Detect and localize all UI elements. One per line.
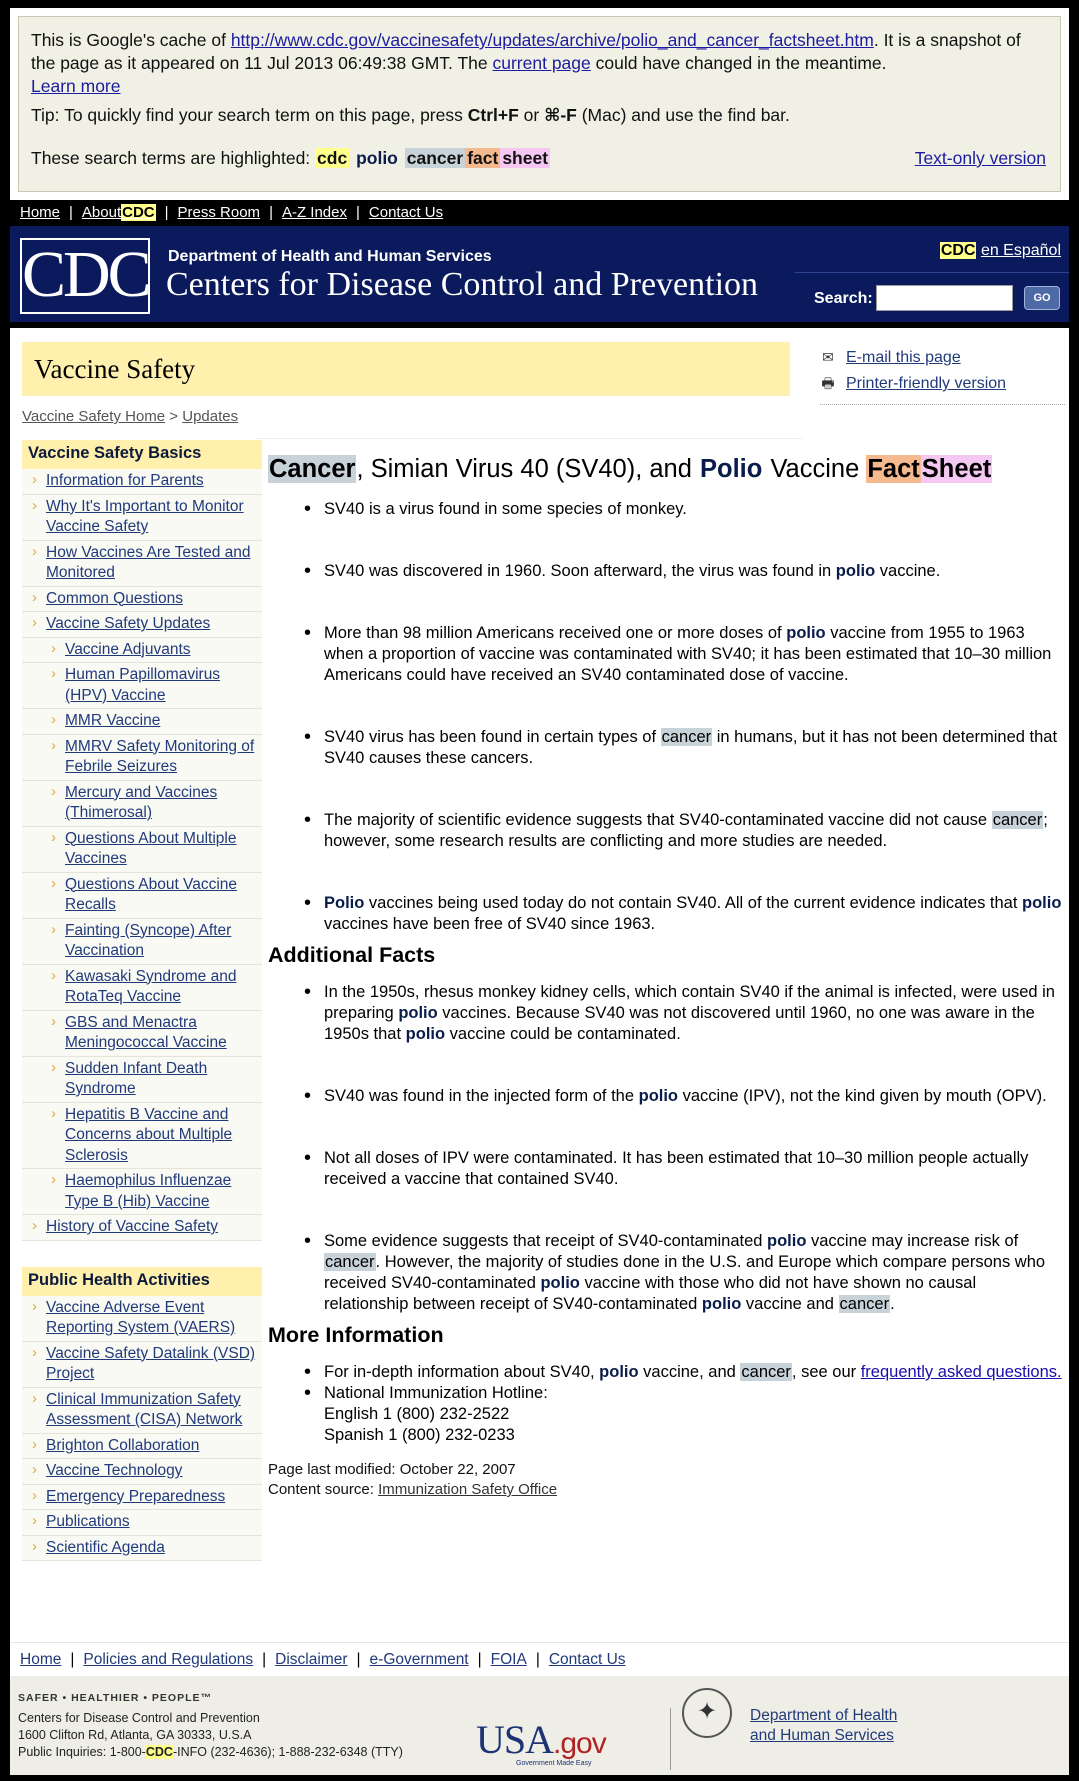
nav-heading-vaccine-safety-basics: Vaccine Safety Basics [22,440,262,469]
nav-subitem[interactable]: › MMRV Safety Monitoring of Febrile Seizures [22,735,262,781]
hhs-eagle-icon[interactable]: ✦ [682,1688,732,1738]
list-item: • Not all doses of IPV were contaminated. It has been estimated that 10–30 million people actually received a vaccine that contained SV40. [268,1148,1063,1190]
cdc-page [10,200,1069,1775]
nav-item[interactable]: › Brighton Collaboration [22,1434,262,1460]
list-item: • More than 98 million Americans received one or more doses of polio vaccine from 1955 to 1963 when a proportion of vaccine was contaminated with SV40; it has been estimated that 10–30 million Americans could have received an SV40 contaminated dose of vaccine. [268,623,1063,686]
cached-url-link[interactable]: http://www.cdc.gov/vaccinesafety/updates/archive/polio_and_cancer_factsheet.htm [230,30,874,50]
term-polio: polio [356,148,398,168]
list-item: • For in-depth information about SV40, polio vaccine, and cancer, see our frequently asked questions. [268,1362,1063,1383]
term-sheet: sheet [502,148,549,168]
espanol-link[interactable]: CDC en Español [940,242,1061,259]
nav-subitem[interactable]: › Vaccine Adjuvants [22,638,262,664]
footer-disclaimer-link[interactable]: Disclaimer [275,1651,348,1668]
term-cdc: cdc [317,148,348,168]
nav-subitem[interactable]: › Questions About Multiple Vaccines [22,827,262,873]
breadcrumb-home[interactable]: Vaccine Safety Home [22,408,166,425]
list-item: • National Immunization Hotline: English 1 (800) 232-2522 Spanish 1 (800) 232-0233 [268,1383,1063,1446]
cdc-logo[interactable]: CDC [20,238,150,314]
nav-subitem[interactable]: › Sudden Infant Death Syndrome [22,1057,262,1103]
topnav-az-index[interactable]: A-Z Index [281,204,347,221]
topnav-press-room[interactable]: Press Room [177,204,261,221]
footer-policies-link[interactable]: Policies and Regulations [83,1651,254,1668]
nav-item[interactable]: › Vaccine Safety Updates [22,612,262,638]
cdc-address: Centers for Disease Control and Prevention 1600 Clifton Rd, Atlanta, GA 30333, U.S.A Public Inquiries: 1-800-CDC-INFO (232-4636); 1-888-232-6348 (TTY) [18,1711,403,1759]
footer-contact-link[interactable]: Contact Us [548,1651,626,1668]
term-fact: fact [467,148,499,168]
nav-item[interactable]: › Common Questions [22,587,262,613]
google-cache-banner [10,8,1069,200]
nav-item[interactable]: › Vaccine Safety Datalink (VSD) Project [22,1342,262,1388]
usa-gov-logo[interactable]: USA.gov Government Made Easy [476,1717,606,1767]
term-cancer: cancer [406,148,464,168]
nav-subitem[interactable]: › GBS and Menactra Meningococcal Vaccine [22,1011,262,1057]
nav-list-basics [22,469,262,1241]
footer-egov-link[interactable]: e-Government [369,1651,469,1668]
content-divider [256,438,802,439]
facts-list [268,499,1063,935]
nav-subitem[interactable]: › MMR Vaccine [22,709,262,735]
breadcrumb-updates[interactable]: Updates [182,408,239,425]
footer-divider [670,1708,671,1770]
printer-friendly-link[interactable]: Printer-friendly version [846,375,1007,392]
find-tip: Tip: To quickly find your search term on this page, press Ctrl+F or ⌘-F (Mac) and use the find bar. [31,105,790,125]
more-info-list [268,1362,1063,1446]
nav-item[interactable]: › Vaccine Technology [22,1459,262,1485]
bottom-nav: Home | Policies and Regulations | Disclaimer | e-Government | FOIA | Contact Us [10,1642,1069,1676]
search-input[interactable] [876,285,1013,311]
nav-item[interactable]: › Information for Parents [22,469,262,495]
fact-sheet-title: Cancer, Simian Virus 40 (SV40), and Polio Vaccine FactSheet [269,455,992,483]
nav-heading-public-health-activities: Public Health Activities [22,1267,262,1296]
highlighted-terms: These search terms are highlighted: cdc polio cancer fact sheet Text-only version [31,148,1046,168]
list-item: • Some evidence suggests that receipt of SV40-contaminated polio vaccine may increase risk of cancer. However, the majority of studies done in the U.S. and Europe which compare persons who received SV40-contaminated polio vaccine with those who did not have shown no causal relationship between receipt of SV40-contaminated polio vaccine and cancer. [268,1231,1063,1315]
topnav-contact-us[interactable]: Contact Us [368,204,444,221]
list-item: • The majority of scientific evidence suggests that SV40-contaminated vaccine did not cause cancer; however, some research results are conflicting and more studies are needed. [268,810,1063,852]
cache-notice-box [18,16,1061,192]
breadcrumb: Vaccine Safety Home > Updates [22,408,239,425]
content-source-link[interactable]: Immunization Safety Office [378,1481,558,1498]
search-label: Search: [814,290,873,307]
nav-subitem[interactable]: › Hepatitis B Vaccine and Concerns about Multiple Sclerosis [22,1103,262,1170]
nav-item[interactable]: › Emergency Preparedness [22,1485,262,1511]
additional-facts-list [268,982,1063,1315]
printer-icon: 🖶 [821,375,835,391]
nav-subitem[interactable]: › Haemophilus Influenzae Type B (Hib) Vaccine [22,1169,262,1215]
dept-name: Department of Health and Human Services [168,248,492,265]
footer-foia-link[interactable]: FOIA [490,1651,527,1668]
nav-subitem[interactable]: › Human Papillomavirus (HPV) Vaccine [22,663,262,709]
nav-item[interactable]: › Scientific Agenda [22,1536,262,1562]
search-go-button[interactable]: GO [1024,286,1060,310]
list-item: • SV40 was found in the injected form of the polio vaccine (IPV), not the kind given by mouth (OPV). [268,1086,1063,1107]
hotline-spanish: Spanish 1 (800) 232-0233 [324,1426,515,1444]
topnav-about-cdc[interactable]: AboutCDC [81,204,155,221]
cdc-header [10,226,1069,328]
nav-item[interactable]: › Vaccine Adverse Event Reporting System (VAERS) [22,1296,262,1342]
nav-subitem[interactable]: › Kawasaki Syndrome and RotaTeq Vaccine [22,965,262,1011]
top-nav: Home | AboutCDC | Press Room | A-Z Index | Contact Us [10,200,1069,226]
cache-notice-text: This is Google's cache of http://www.cdc.gov/vaccinesafety/updates/archive/polio_and_cancer_factsheet.htm. It is a snapshot of the page as it appeared on 11 Jul 2013 06:49:38 GMT. The current page could have changed in the meantime. Learn more [31,30,1021,96]
page-meta: Page last modified: October 22, 2007 Content source: Immunization Safety Office [268,1460,1063,1500]
current-page-link[interactable]: current page [492,53,591,73]
nav-subitem[interactable]: › Mercury and Vaccines (Thimerosal) [22,781,262,827]
header-divider [795,272,1069,273]
additional-facts-heading: Additional Facts [268,943,436,967]
list-item: • In the 1950s, rhesus monkey kidney cells, which contain SV40 if the animal is infected, were used in preparing polio vaccines. Because SV40 was not discovered until 1960, no one was aware in the 1950s that polio vaccine could be contaminated. [268,982,1063,1045]
more-information-heading: More Information [268,1323,444,1347]
tagline: SAFER • HEALTHIER • PEOPLE™ [18,1692,213,1704]
nav-item[interactable]: › History of Vaccine Safety [22,1215,262,1241]
nav-subitem[interactable]: › Questions About Vaccine Recalls [22,873,262,919]
last-modified: Page last modified: October 22, 2007 [268,1461,516,1478]
text-only-version-link[interactable]: Text-only version [914,148,1046,168]
learn-more-link[interactable]: Learn more [31,76,121,96]
nav-item[interactable]: › How Vaccines Are Tested and Monitored [22,541,262,587]
nav-list-activities [22,1296,262,1562]
hhs-link[interactable]: Department of Health and Human Services [750,1707,898,1744]
hotline-english: English 1 (800) 232-2522 [324,1405,510,1423]
email-icon: ✉ [822,349,834,365]
nav-item[interactable]: › Publications [22,1510,262,1536]
left-nav [22,440,262,1561]
main-content [268,453,1063,1500]
topnav-home[interactable]: Home [20,204,61,221]
page-title: Vaccine Safety [22,342,790,396]
list-item: • Polio vaccines being used today do not contain SV40. All of the current evidence indicates that polio vaccines have been free of SV40 since 1963. [268,893,1063,935]
nav-item[interactable]: › Why It's Important to Monitor Vaccine Safety [22,495,262,541]
list-item: • SV40 virus has been found in certain types of cancer in humans, but it has not been determined that SV40 causes these cancers. [268,727,1063,769]
list-item: • SV40 is a virus found in some species of monkey. [268,499,1063,520]
list-item: • SV40 was discovered in 1960. Soon afterward, the virus was found in polio vaccine. [268,561,1063,582]
nav-subitem[interactable]: › Fainting (Syncope) After Vaccination [22,919,262,965]
email-page-link[interactable]: E-mail this page [846,349,961,366]
nav-item[interactable]: › Clinical Immunization Safety Assessment (CISA) Network [22,1388,262,1434]
page-tools [820,344,1065,405]
org-name: Centers for Disease Control and Prevention [166,266,759,303]
site-footer [10,1676,1069,1775]
faq-link[interactable]: frequently asked questions. [860,1363,1062,1381]
footer-home-link[interactable]: Home [20,1651,62,1668]
